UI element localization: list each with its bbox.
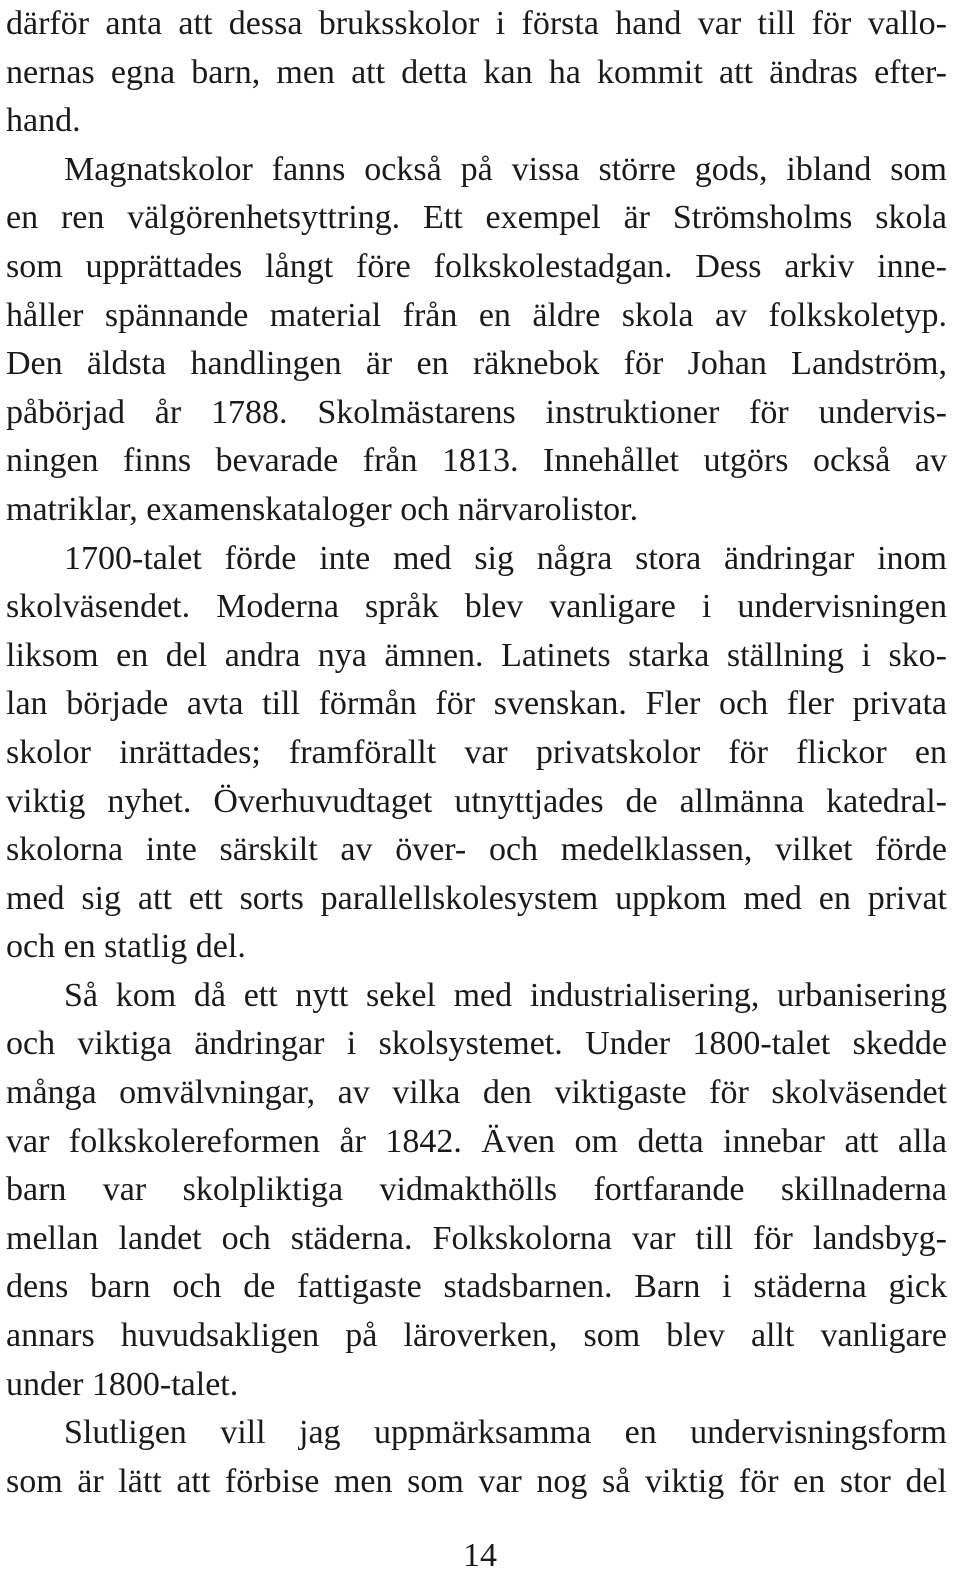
page-number: 14 [463, 1537, 497, 1574]
text-line: Så kom då ett nytt sekel med industrialisering, urbanisering [64, 976, 947, 1014]
text-line: som är lätt att förbise men som var nog så viktig för en stor del [6, 1462, 947, 1500]
text-line: mellan landet och städerna. Folkskolorna var till för landsbyg- [6, 1219, 947, 1257]
text-line: påbörjad år 1788. Skolmästarens instruktioner för undervis- [6, 393, 947, 431]
text-line: med sig att ett sorts parallellskolesystem uppkom med en privat [6, 879, 947, 917]
text-line: matriklar, examenskataloger och närvarolistor. [6, 490, 639, 528]
text-line: en ren välgörenhetsyttring. Ett exempel är Strömsholms skola [6, 199, 947, 237]
text-line: och viktiga ändringar i skolsystemet. Under 1800-talet skedde [6, 1025, 947, 1063]
text-line: lan började avta till förmån för svenskan. Fler och fler privata [6, 685, 947, 723]
text-line: därför anta att dessa bruksskolor i första hand var till för vallo- [6, 5, 947, 42]
text-line: viktig nyhet. Överhuvudtaget utnyttjades de allmänna katedral- [6, 782, 947, 820]
text-line: Slutligen vill jag uppmärksamma en undervisningsform [64, 1414, 947, 1452]
text-line: Magnatskolor fanns också på vissa större gods, ibland som [64, 150, 947, 188]
text-line: barn var skolpliktiga vidmakthölls fortfarande skillnaderna [6, 1171, 947, 1209]
text-line: och en statlig del. [6, 928, 246, 966]
text-line: ningen finns bevarade från 1813. Innehållet utgörs också av [6, 442, 947, 480]
text-line: hand. [6, 102, 81, 140]
text-line: många omvälvningar, av vilka den viktigaste för skolväsendet [6, 1074, 947, 1112]
text-line: liksom en del andra nya ämnen. Latinets starka ställning i sko- [6, 636, 947, 674]
text-line: skolorna inte särskilt av över- och medelklassen, vilket förde [6, 831, 947, 869]
text-line: var folkskolereformen år 1842. Även om detta innebar att alla [6, 1122, 947, 1160]
text-line: dens barn och de fattigaste stadsbarnen. Barn i städerna gick [6, 1268, 947, 1306]
text-line: annars huvudsakligen på läroverken, som blev allt vanligare [6, 1317, 947, 1355]
text-line: under 1800-talet. [6, 1365, 239, 1403]
text-line: Den äldsta handlingen är en räknebok för Johan Landström, [6, 345, 947, 383]
text-line: skolor inrättades; framförallt var privatskolor för flickor en [6, 733, 947, 771]
text-line: skolväsendet. Moderna språk blev vanligare i undervisningen [6, 588, 947, 626]
text-line: som upprättades långt före folkskolestadgan. Dess arkiv inne- [6, 247, 947, 285]
document-body [6, 0, 947, 1506]
text-line: nernas egna barn, men att detta kan ha kommit att ändras efter- [6, 53, 947, 91]
text-line: håller spännande material från en äldre skola av folkskoletyp. [6, 296, 947, 334]
text-line: 1700-talet förde inte med sig några stora ändringar inom [64, 539, 947, 577]
